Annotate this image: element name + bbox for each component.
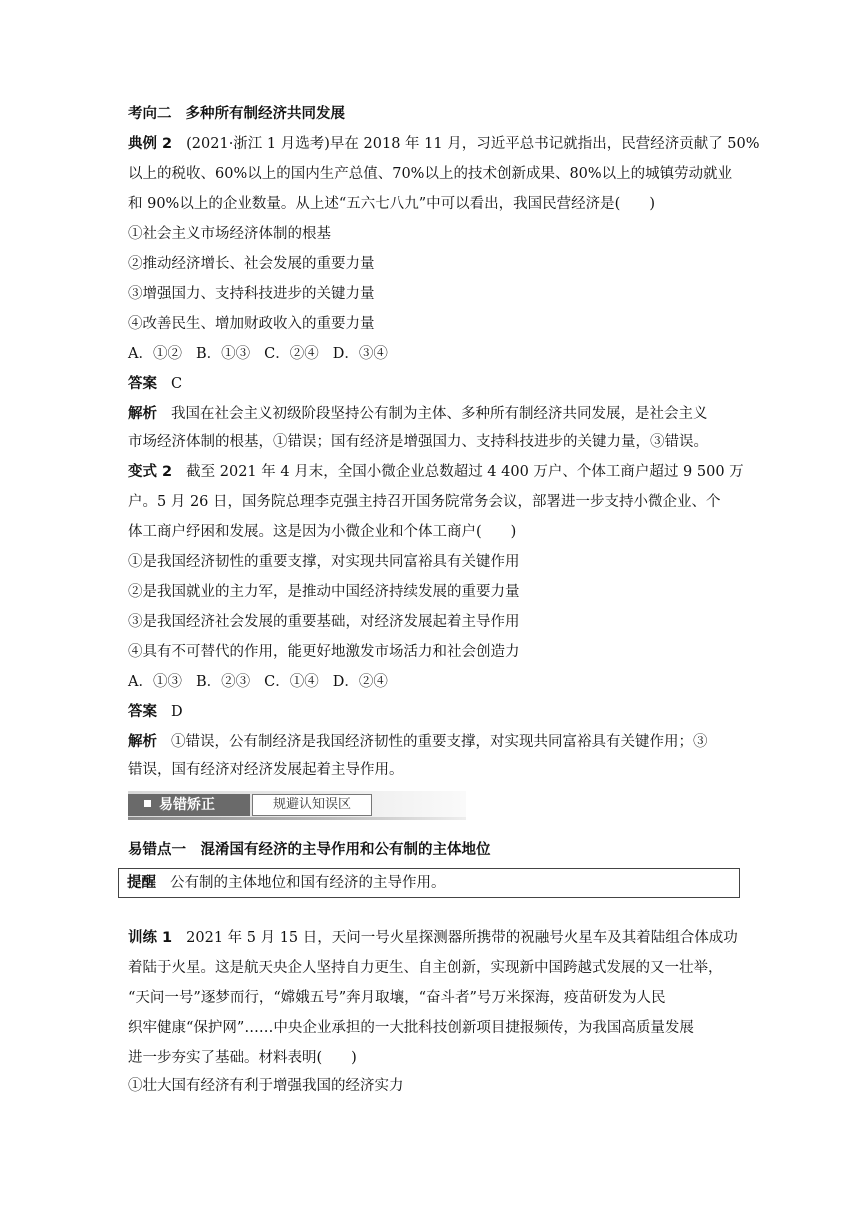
analysis-label: 解析 <box>128 406 157 422</box>
answer-label: 答案 <box>128 704 157 720</box>
banner-title: 易错矫正 <box>159 797 215 813</box>
example-option-1: ①社会主义市场经济体制的根基 <box>128 226 331 242</box>
variant-answer <box>128 702 183 722</box>
choice-a: A．①② <box>128 346 182 362</box>
variant-text: 截至 2021 年 4 月末，全国小微企业总数超过 4 400 万户、个体工商户超过 9 500 万 <box>186 464 744 480</box>
example-option-4: ④改善民生、增加财政收入的重要力量 <box>128 316 375 332</box>
banner-title-block <box>128 794 250 816</box>
section-banner <box>128 791 466 819</box>
analysis-label: 解析 <box>128 734 157 750</box>
variant-analysis-line-1 <box>128 732 708 752</box>
choice-b: B．①③ <box>195 346 251 362</box>
choice-d: D．③④ <box>332 346 388 362</box>
example-answer <box>128 374 182 394</box>
variant-choices <box>128 672 388 692</box>
example-analysis-line-1 <box>128 404 708 424</box>
example-line-2: 以上的税收、60%以上的国内生产总值、70%以上的技术创新成果、80%以上的城镇劳动就业 <box>128 166 733 182</box>
section-heading <box>128 104 345 124</box>
square-bullet-icon <box>144 800 151 807</box>
variant-analysis-line-2: 错误，国有经济对经济发展起着主导作用。 <box>128 762 404 778</box>
variant-label: 变式 2 <box>128 464 173 480</box>
training-line-1 <box>128 928 738 948</box>
example-label: 典例 2 <box>128 136 173 152</box>
training-option-1: ①壮大国有经济有利于增强我国的经济实力 <box>128 1078 404 1094</box>
variant-line-3: 体工商户纾困和发展。这是因为小微企业和个体工商户( ) <box>128 524 517 540</box>
choice-d: D．②④ <box>332 674 388 690</box>
training-line-5: 进一步夯实了基础。材料表明( ) <box>128 1050 357 1066</box>
example-line-1 <box>128 134 760 154</box>
mistake-heading: 易错点一 混淆国有经济的主导作用和公有制的主体地位 <box>128 842 491 858</box>
training-label: 训练 1 <box>128 930 173 946</box>
tip-box <box>118 868 740 898</box>
example-option-2: ②推动经济增长、社会发展的重要力量 <box>128 256 375 272</box>
variant-option-3: ③是我国经济社会发展的重要基础，对经济发展起着主导作用 <box>128 614 520 630</box>
analysis-text: 我国在社会主义初级阶段坚持公有制为主体、多种所有制经济共同发展，是社会主义 <box>171 406 708 422</box>
training-line-3: “天问一号”逐梦而行，“嫦娥五号”奔月取壤，“奋斗者”号万米探海，疫苗研发为人民 <box>128 990 666 1006</box>
example-choices <box>128 344 388 364</box>
banner-underline <box>128 817 466 820</box>
example-line-3: 和 90%以上的企业数量。从上述“五六七八九”中可以看出，我国民营经济是( ) <box>128 196 655 212</box>
example-option-3: ③增强国力、支持科技进步的关键力量 <box>128 286 375 302</box>
section-heading-title: 多种所有制经济共同发展 <box>185 106 345 122</box>
choice-a: A．①③ <box>128 674 182 690</box>
choice-b: B．②③ <box>195 674 251 690</box>
variant-line-2: 户。5 月 26 日，国务院总理李克强主持召开国务院常务会议，部署进一步支持小微企业、个 <box>128 494 721 510</box>
example-text: (2021·浙江 1 月选考)早在 2018 年 11 月，习近平总书记就指出，民营经济贡献了 50% <box>186 136 760 152</box>
variant-option-2: ②是我国就业的主力军，是推动中国经济持续发展的重要力量 <box>128 584 520 600</box>
variant-option-4: ④具有不可替代的作用，能更好地激发市场活力和社会创造力 <box>128 644 520 660</box>
analysis-text: ①错误，公有制经济是我国经济韧性的重要支撑，对实现共同富裕具有关键作用；③ <box>171 734 708 750</box>
choice-c: C．①④ <box>264 674 319 690</box>
training-line-2: 着陆于火星。这是航天央企人坚持自力更生、自主创新，实现新中国跨越式发展的又一壮举， <box>128 960 723 976</box>
tip-label: 提醒 <box>127 875 156 891</box>
tip-line <box>127 873 446 893</box>
section-heading-prefix: 考向二 <box>128 106 172 122</box>
banner-subtitle: 规避认知误区 <box>252 794 372 816</box>
variant-line-1 <box>128 462 744 482</box>
training-text: 2021 年 5 月 15 日，天问一号火星探测器所携带的祝融号火星车及其着陆组合体成功 <box>186 930 738 946</box>
tip-text: 公有制的主体地位和国有经济的主导作用。 <box>170 875 446 891</box>
variant-option-1: ①是我国经济韧性的重要支撑，对实现共同富裕具有关键作用 <box>128 554 520 570</box>
answer-value: C <box>171 376 183 392</box>
example-analysis-line-2: 市场经济体制的根基，①错误；国有经济是增强国力、支持科技进步的关键力量，③错误。 <box>128 434 708 450</box>
answer-label: 答案 <box>128 376 157 392</box>
answer-value: D <box>171 704 183 720</box>
training-line-4: 织牢健康“保护网”……中央企业承担的一大批科技创新项目捷报频传，为我国高质量发展 <box>128 1020 694 1036</box>
choice-c: C．②④ <box>264 346 319 362</box>
